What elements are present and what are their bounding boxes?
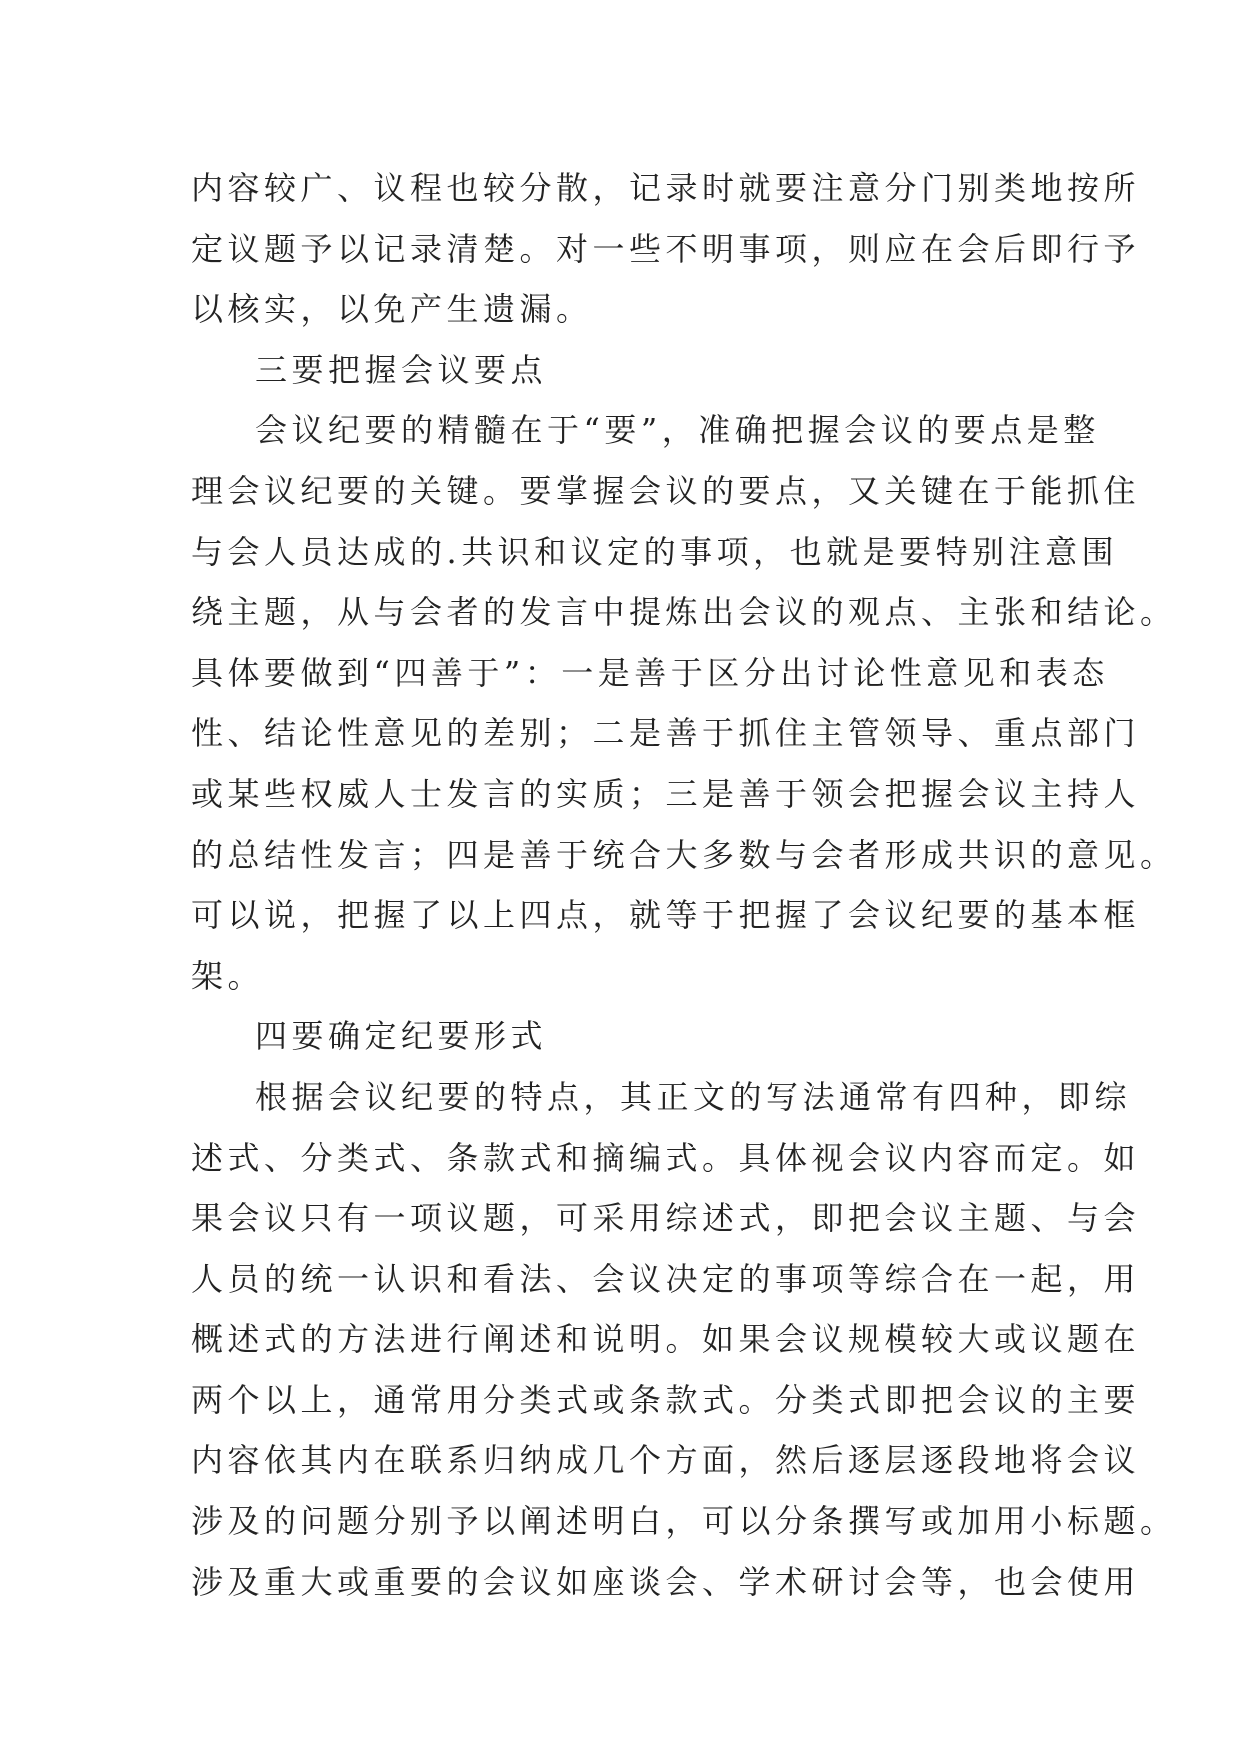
text-line-14: 架。 xyxy=(191,956,265,995)
text-line-16: 根据会议纪要的特点，其正文的写法通常有四种，即综 xyxy=(255,1077,1132,1116)
text-line-17: 述式、分类式、条款式和摘编式。具体视会议内容而定。如 xyxy=(191,1138,1141,1177)
text-line-21: 两个以上，通常用分类式或条款式。分类式即把会议的主要 xyxy=(191,1380,1141,1419)
text-line-3: 以核实，以免产生遗漏。 xyxy=(191,290,593,329)
text-line-13: 可以说，把握了以上四点，就等于把握了会议纪要的基本框 xyxy=(191,896,1141,935)
section-heading-3: 三要把握会议要点 xyxy=(255,350,548,389)
text-line-2: 定议题予以记录清楚。对一些不明事项，则应在会后即行予 xyxy=(191,229,1141,268)
document-body xyxy=(191,158,1177,1612)
text-line-11: 或某些权威人士发言的实质；三是善于领会把握会议主持人 xyxy=(191,774,1141,813)
text-line-20: 概述式的方法进行阐述和说明。如果会议规模较大或议题在 xyxy=(191,1320,1141,1359)
text-line-1: 内容较广、议程也较分散，记录时就要注意分门别类地按所 xyxy=(191,169,1141,207)
text-line-12: 的总结性发言；四是善于统合大多数与会者形成共识的意见。 xyxy=(191,835,1177,874)
text-line-18: 果会议只有一项议题，可采用综述式，即把会议主题、与会 xyxy=(191,1199,1141,1238)
text-line-24: 涉及重大或重要的会议如座谈会、学术研讨会等，也会使用 xyxy=(191,1562,1141,1601)
text-line-7: 与会人员达成的.共识和议定的事项，也就是要特别注意围 xyxy=(191,532,1119,571)
text-line-10: 性、结论性意见的差别；二是善于抓住主管领导、重点部门 xyxy=(191,714,1141,753)
text-line-5: 会议纪要的精髓在于“要”，准确把握会议的要点是整 xyxy=(255,411,1100,450)
section-heading-4: 四要确定纪要形式 xyxy=(255,1017,548,1056)
text-line-19: 人员的统一认识和看法、会议决定的事项等综合在一起，用 xyxy=(191,1259,1141,1298)
text-line-22: 内容依其内在联系归纳成几个方面，然后逐层逐段地将会议 xyxy=(191,1441,1141,1480)
text-line-8: 绕主题，从与会者的发言中提炼出会议的观点、主张和结论。 xyxy=(191,593,1177,632)
text-line-9: 具体要做到“四善于”：一是善于区分出讨论性意见和表态 xyxy=(191,653,1109,692)
text-line-6: 理会议纪要的关键。要掌握会议的要点，又关键在于能抓住 xyxy=(191,471,1141,510)
text-line-23: 涉及的问题分别予以阐述明白，可以分条撰写或加用小标题。 xyxy=(191,1502,1177,1541)
